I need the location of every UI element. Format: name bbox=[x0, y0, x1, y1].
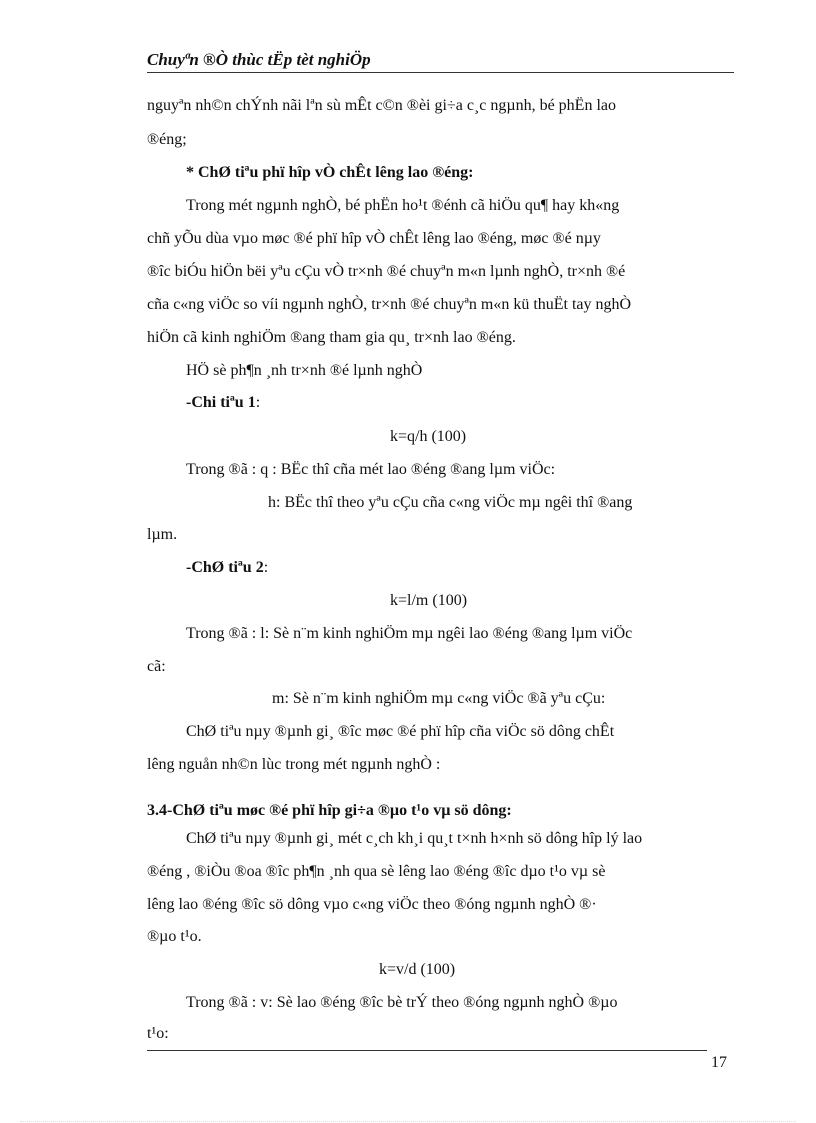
header-rule bbox=[147, 72, 734, 73]
body-line: lêng nguån nh©n lùc trong mét ngµnh nghÒ : bbox=[147, 756, 441, 773]
body-line: Trong ®ã : v: Sè lao ®éng ®îc bè trÝ theo ®óng ngµnh nghÒ ®µo bbox=[186, 994, 618, 1011]
page-number: 17 bbox=[711, 1054, 727, 1071]
indicator-title: -Chi tiªu 1 bbox=[186, 394, 256, 411]
body-line: h: BËc thî theo yªu cÇu cña c«ng viÖc mµ ngêi thî ®ang bbox=[268, 494, 633, 511]
body-line: m: Sè n¨m kinh nghiÖm mµ c«ng viÖc ®ã yªu cÇu: bbox=[272, 690, 606, 707]
body-line: Trong mét ngµnh nghÒ, bé phËn ho¹t ®énh cã hiÖu qu¶ hay kh«ng bbox=[186, 197, 620, 214]
body-line: ®îc biÓu hiÖn bëi yªu cÇu vÒ tr×nh ®é chuyªn m«n lµnh nghÒ, tr×nh ®é bbox=[147, 263, 626, 280]
body-line: cã: bbox=[147, 658, 166, 675]
body-line: ChØ tiªu nµy ®µnh gi¸ mét c¸ch kh¸i qu¸t t×nh h×nh sö dông hîp lý lao bbox=[186, 830, 643, 847]
body-line: ChØ tiªu nµy ®µnh gi¸ ®îc møc ®é phï hîp cña viÖc sö dông chÊt bbox=[186, 723, 615, 740]
body-line: lµm. bbox=[147, 526, 178, 543]
indicator-label bbox=[186, 393, 260, 413]
body-line: t¹o: bbox=[147, 1025, 169, 1042]
indicator-colon: : bbox=[255, 394, 261, 411]
footer-rule bbox=[147, 1050, 707, 1051]
body-line: ®éng , ®iÒu ®oa ®îc ph¶n ¸nh qua sè lêng lao ®éng ®îc dµo t¹o vµ sè bbox=[147, 863, 606, 880]
body-line: ®µo t¹o. bbox=[147, 928, 202, 945]
formula: k=q/h (100) bbox=[390, 428, 467, 445]
section-heading: * ChØ tiªu phï hîp vÒ chÊt lêng lao ®éng: bbox=[186, 164, 474, 181]
body-line: ®éng; bbox=[147, 131, 187, 148]
indicator-title: -ChØ tiªu 2 bbox=[186, 559, 264, 576]
section-heading: 3.4-ChØ tiªu møc ®é phï hîp gi÷a ®µo t¹o vµ sö dông: bbox=[147, 802, 512, 819]
body-line: HÖ sè ph¶n ¸nh tr×nh ®é lµnh nghÒ bbox=[186, 362, 423, 379]
body-line: Trong ®ã : q : BËc thî cña mét lao ®éng ®ang lµm viÖc: bbox=[186, 461, 556, 478]
indicator-label bbox=[186, 558, 268, 578]
formula: k=l/m (100) bbox=[390, 592, 468, 609]
body-line: lêng lao ®éng ®îc sö dông vµo c«ng viÖc theo ®óng ngµnh nghÒ ®· bbox=[147, 896, 597, 913]
body-line: hiÖn cã kinh nghiÖm ®ang tham gia qu¸ tr×nh lao ®éng. bbox=[147, 329, 516, 346]
body-line: cña c«ng viÖc so víi ngµnh nghÒ, tr×nh ®é chuyªn m«n kü thuËt tay nghÒ bbox=[147, 296, 632, 313]
page-edge-divider bbox=[20, 1121, 796, 1122]
running-header: Chuyªn ®Ò thùc tËp tèt nghiÖp bbox=[147, 50, 371, 69]
body-line: Trong ®ã : l: Sè n¨m kinh nghiÖm mµ ngêi lao ®éng ®ang lµm viÖc bbox=[186, 625, 633, 642]
body-line: chñ yÕu dùa vµo møc ®é phï hîp vÒ chÊt lêng lao ®éng, møc ®é nµy bbox=[147, 230, 601, 247]
body-line: nguyªn nh©n chÝnh nãi lªn sù mÊt c©n ®èi gi÷a c¸c ngµnh, bé phËn lao bbox=[147, 97, 616, 114]
indicator-colon: : bbox=[263, 559, 269, 576]
formula: k=v/d (100) bbox=[379, 961, 456, 978]
